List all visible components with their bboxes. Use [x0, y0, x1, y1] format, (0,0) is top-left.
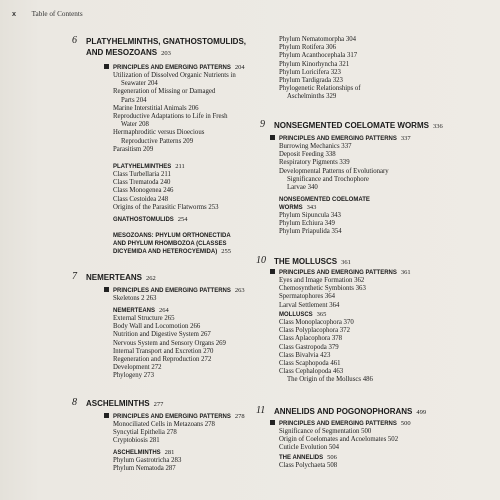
chapter-number: 6 [72, 35, 77, 46]
subsection-items [279, 462, 337, 470]
section-principles: PRINCIPLES AND EMERGING PATTERNS 204 [104, 64, 245, 72]
toc-item: Parasitism 209 [113, 145, 154, 153]
toc-item: Monociliated Cells in Metazoans 278 [113, 421, 215, 428]
chapter-title-line2: AND MESOZOANS [86, 48, 158, 57]
toc-item: The Origin of the Molluscs 486 [287, 376, 373, 384]
chapter-title: ASCHELMINTHS [86, 399, 150, 408]
toc-item: Development 272 [113, 364, 162, 372]
toc-item: Syncytial Epithelia 278 [113, 429, 177, 437]
bullet-square-icon [104, 413, 109, 418]
toc-item: Class Turbellaria 211 [113, 171, 171, 178]
section-items [113, 295, 156, 303]
running-title: Table of Contents [31, 10, 83, 18]
chapter-title: NEMERTEANS [86, 273, 143, 282]
toc-item: Cryptobiosis 281 [113, 437, 160, 445]
subsection-items [113, 315, 226, 381]
chapter-6 [72, 35, 266, 255]
bullet-square-icon [270, 420, 275, 425]
toc-item: Reproductive Patterns 209 [121, 137, 194, 145]
chapter-number: 9 [260, 119, 265, 130]
subsection-nonsegmented: NONSEGMENTED COELOMATE WORMS 343 [279, 197, 370, 211]
toc-item: Phylum Sipuncula 343 [279, 212, 341, 219]
toc-item: Larvae 340 [287, 184, 318, 192]
chapter-10-heading: 10 THE MOLLUSCS 361 [256, 255, 351, 266]
chapter-title: NONSEGMENTED COELOMATE WORMS [274, 121, 429, 130]
section-principles: PRINCIPLES AND EMERGING PATTERNS 278 [104, 413, 245, 421]
toc-item: Phylum Priapulida 354 [279, 228, 342, 236]
toc-item: Class Trematoda 240 [113, 179, 171, 187]
subsection-molluscs: MOLLUSCS 365 [279, 311, 327, 318]
toc-item: Phylum Nematoda 287 [113, 465, 176, 473]
toc-item: Chemosynthetic Symbionts 363 [279, 285, 366, 293]
chapter-number: 10 [256, 255, 266, 266]
toc-item: Class Cephalopoda 463 [279, 368, 344, 376]
chapter-title-line1: PLATYHELMINTHS, GNATHOSTOMULIDS, [86, 37, 246, 46]
section-principles: PRINCIPLES AND EMERGING PATTERNS 500 [270, 420, 411, 428]
toc-item: Burrowing Mechanics 337 [279, 143, 352, 150]
section-items [279, 277, 366, 310]
toc-item: Deposit Feeding 338 [279, 151, 336, 159]
subsection-aschelminths: ASCHELMINTHS 281 [113, 449, 175, 456]
toc-item: Class Polychaeta 508 [279, 462, 338, 469]
bullet-square-icon [104, 64, 109, 69]
toc-item: Internal Transport and Excretion 270 [113, 347, 214, 355]
chapter-11 [256, 405, 445, 469]
toc-item: Class Scaphopoda 461 [279, 360, 341, 368]
toc-item: Parts 204 [121, 96, 147, 104]
toc-item: Phylum Tardigrada 323 [279, 77, 343, 85]
toc-item: Phylogenetic Relationships of [279, 85, 361, 93]
chapter-10 [256, 255, 445, 384]
chapter-title: THE MOLLUSCS [274, 257, 338, 266]
toc-item: Respiratory Pigments 339 [279, 159, 350, 167]
toc-item: Spermatophores 364 [279, 293, 336, 301]
toc-item: Significance of Segmentation 500 [279, 428, 372, 435]
toc-item: Larval Settlement 364 [279, 301, 340, 309]
toc-item: Class Bivalvia 423 [279, 351, 331, 359]
toc-item: Skeletons 2 263 [113, 295, 157, 302]
bullet-square-icon [270, 269, 275, 274]
subsection-items [279, 212, 342, 237]
toc-item: Class Monoplacophora 370 [279, 319, 354, 326]
bullet-square-icon [104, 287, 109, 292]
chapter-page: 203 [161, 50, 171, 57]
section-items [113, 72, 236, 154]
subsection-items [113, 457, 181, 473]
toc-item: Nervous System and Sensory Organs 269 [113, 339, 226, 347]
chapter-7 [72, 271, 266, 380]
subsection-mesozoans: MESOZOANS: PHYLUM ORTHONECTIDA AND PHYLUM RHOMBOZOA (CLASSES DICYEMIDA AND HETEROCYEMIDA) 255 [113, 233, 231, 255]
toc-item: Class Monogenea 246 [113, 187, 174, 195]
section-items [279, 143, 389, 192]
section-principles: PRINCIPLES AND EMERGING PATTERNS 337 [270, 135, 411, 143]
subsection-items [279, 319, 373, 385]
toc-item: Origins of the Parasitic Flatworms 253 [113, 203, 219, 211]
chapter-8-heading: 8 ASCHELMINTHS 277 [72, 397, 164, 408]
toc-item: Hermaphroditic versus Dioecious [113, 129, 205, 137]
toc-item: Phylum Nematomorpha 304 [279, 36, 357, 43]
toc-item: Phylogeny 273 [113, 372, 154, 380]
toc-item: Eyes and Image Formation 362 [279, 277, 365, 284]
toc-item: Developmental Patterns of Evolutionary [279, 167, 389, 175]
subsection-platyhelminthes: PLATYHELMINTHES 211 [113, 163, 185, 170]
toc-item: Cuticle Evolution 504 [279, 444, 340, 452]
chapter-9-heading: 9 NONSEGMENTED COELOMATE WORMS 336 [260, 119, 443, 130]
section-principles: PRINCIPLES AND EMERGING PATTERNS 263 [104, 287, 245, 295]
toc-item: Seawater 204 [121, 80, 158, 88]
chapter-9 [260, 119, 445, 236]
toc-item: Body Wall and Locomotion 266 [113, 323, 201, 331]
toc-item: Nutrition and Digestive System 267 [113, 331, 211, 339]
toc-item: Class Cestoidea 248 [113, 195, 169, 203]
chapter-8-continued [279, 36, 361, 102]
subsection-items [113, 171, 219, 212]
toc-item: Phylum Rotifera 306 [279, 44, 337, 52]
toc-item: Class Aplacophora 378 [279, 335, 343, 343]
toc-item: Water 208 [121, 121, 149, 129]
section-items [279, 428, 398, 453]
subsection-gnathostomulids: GNATHOSTOMULIDS 254 [113, 216, 188, 223]
toc-item: Phylum Loricifera 323 [279, 68, 341, 76]
section-items [113, 421, 215, 446]
toc-item: Class Gastropoda 379 [279, 343, 339, 351]
chapter-number: 8 [72, 397, 77, 408]
toc-item: Phylum Echiura 349 [279, 220, 335, 228]
toc-item: Regeneration and Reproduction 272 [113, 356, 212, 364]
bullet-square-icon [270, 135, 275, 140]
chapter-7-heading: 7 NEMERTEANS 262 [72, 271, 156, 282]
chapter-title: ANNELIDS AND POGONOPHORANS [274, 407, 413, 416]
toc-item: Marine Interstitial Animals 206 [113, 104, 199, 112]
section-principles: PRINCIPLES AND EMERGING PATTERNS 361 [270, 269, 411, 277]
toc-item: Origin of Coelomates and Acoelomates 502 [279, 436, 399, 444]
chapter-11-heading: 11 ANNELIDS AND POGONOPHORANS 499 [256, 405, 427, 416]
toc-item: Regeneration of Missing or Damaged [113, 88, 216, 96]
chapter-number: 7 [72, 271, 77, 282]
toc-item: External Structure 265 [113, 315, 175, 322]
chapter-6-heading [72, 35, 266, 59]
subsection-nemerteans: NEMERTEANS 264 [113, 307, 169, 314]
subsection-annelids: THE ANNELIDS 506 [279, 454, 337, 461]
page-number: x [12, 9, 16, 18]
toc-item: Class Polyplacophora 372 [279, 327, 350, 335]
page-header [12, 9, 83, 18]
toc-item: Phylum Kinorhyncha 321 [279, 60, 350, 68]
toc-item: Reproductive Adaptations to Life in Fresh [113, 113, 228, 121]
toc-item: Utilization of Dissolved Organic Nutrients in [113, 72, 236, 79]
toc-item: Phylum Acanthocephala 317 [279, 52, 358, 60]
toc-item: Aschelminths 329 [287, 93, 337, 101]
chapter-number: 11 [256, 405, 266, 416]
toc-item: Phylum Gastrotricha 283 [113, 457, 182, 464]
toc-item: Significance and Trochophore [287, 175, 369, 183]
